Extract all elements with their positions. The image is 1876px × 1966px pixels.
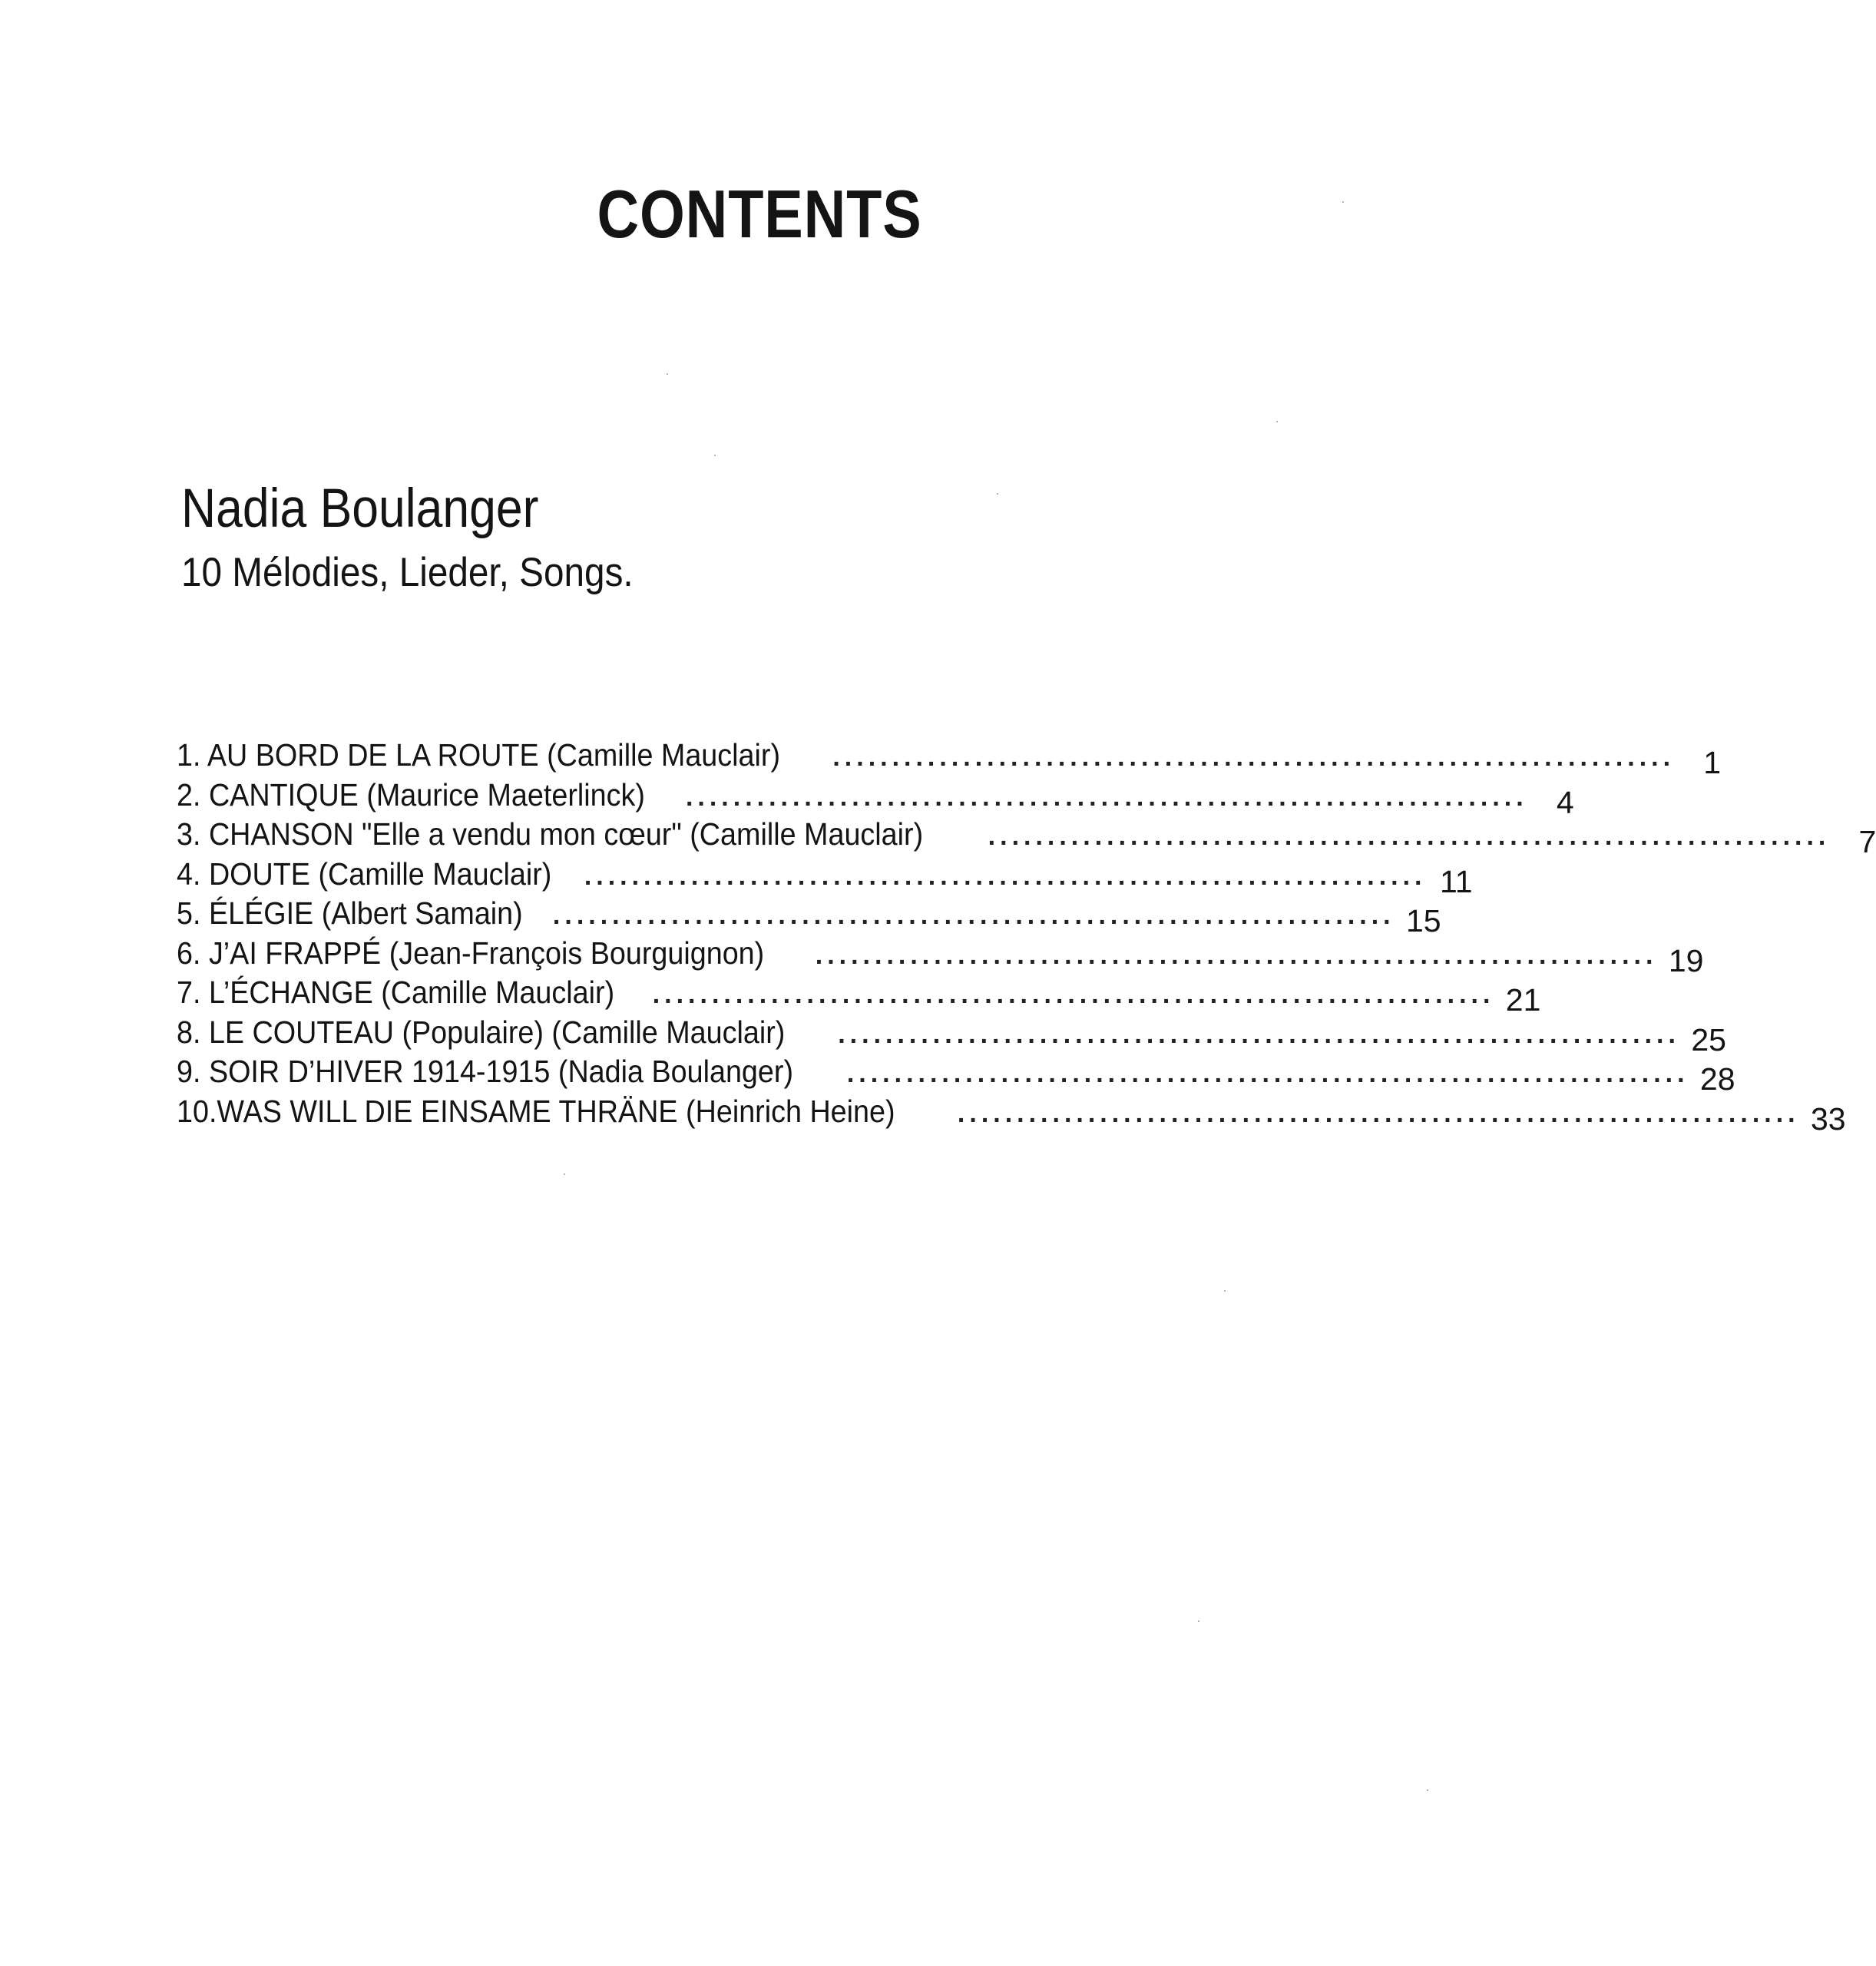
table-of-contents: [177, 737, 1876, 1137]
scan-speck: [997, 493, 998, 495]
dot-leader: .......................................................................: [957, 1098, 1800, 1128]
toc-entry-page: 11: [1439, 863, 1473, 899]
toc-entry-title: 7. L’ÉCHANGE (Camille Mauclair): [177, 975, 615, 1010]
toc-entry: [177, 935, 1704, 978]
dot-leader: .......................................................................: [832, 743, 1676, 772]
dot-leader: .......................................................................: [652, 980, 1495, 1009]
toc-entry-page: 4: [1556, 784, 1574, 820]
toc-entry-page: 25: [1691, 1021, 1726, 1057]
scan-speck: [1224, 1290, 1226, 1292]
toc-entry-title: 5. ÉLÉGIE (Albert Samain): [177, 895, 523, 931]
toc-entry-title: 8. LE COUTEAU (Populaire) (Camille Mauclair): [177, 1014, 786, 1050]
toc-entry: [177, 1014, 1726, 1057]
scan-speck: [667, 373, 668, 375]
toc-entry-title: 3. CHANSON "Elle a vendu mon cœur" (Camille Mauclair): [177, 816, 924, 852]
toc-entry: [177, 1054, 1735, 1097]
toc-entry-page: 21: [1505, 982, 1541, 1018]
toc-entry: [177, 895, 1441, 938]
toc-entry: [177, 975, 1541, 1018]
toc-entry-title: 4. DOUTE (Camille Mauclair): [177, 856, 552, 892]
toc-entry-page: 15: [1406, 903, 1441, 938]
dot-leader: .......................................................................: [685, 782, 1528, 812]
toc-entry-title: 1. AU BORD DE LA ROUTE (Camille Mauclair): [177, 737, 781, 773]
toc-entry: [177, 776, 1574, 820]
toc-entry-page: 28: [1699, 1061, 1735, 1097]
dot-leader: .......................................................................: [988, 822, 1831, 851]
scan-speck: [1427, 1789, 1428, 1791]
toc-entry-page: 19: [1668, 942, 1704, 978]
scan-speck: [1276, 421, 1278, 422]
toc-entry: [177, 856, 1473, 899]
collection-subtitle: 10 Mélodies, Lieder, Songs.: [181, 550, 634, 595]
scan-speck: [1198, 1620, 1199, 1622]
toc-entry: [177, 816, 1876, 859]
toc-entry: [177, 1093, 1846, 1137]
dot-leader: .......................................................................: [838, 1019, 1680, 1049]
toc-entry-title: 9. SOIR D’HIVER 1914-1915 (Nadia Boulanger): [177, 1054, 794, 1089]
toc-entry: [177, 737, 1722, 780]
toc-entry-title: 10.WAS WILL DIE EINSAME THRÄNE (Heinrich Heine): [177, 1093, 895, 1129]
toc-entry-title: 2. CANTIQUE (Maurice Maeterlinck): [177, 776, 645, 813]
dot-leader: .......................................................................: [552, 901, 1395, 930]
scan-speck: [714, 455, 716, 456]
composer-name: Nadia Boulanger: [181, 478, 539, 539]
dot-leader: .......................................................................: [584, 861, 1427, 891]
toc-entry-page: 7: [1858, 824, 1876, 859]
toc-entry-title: 6. J’AI FRAPPÉ (Jean-François Bourguignon): [177, 935, 765, 971]
dot-leader: .......................................................................: [815, 940, 1658, 970]
page-title: CONTENTS: [597, 176, 922, 252]
scan-speck: [1342, 201, 1344, 203]
scan-speck: [564, 1173, 565, 1175]
toc-entry-page: 1: [1703, 745, 1722, 780]
toc-entry-page: 33: [1811, 1100, 1846, 1137]
dot-leader: .......................................................................: [846, 1059, 1689, 1088]
